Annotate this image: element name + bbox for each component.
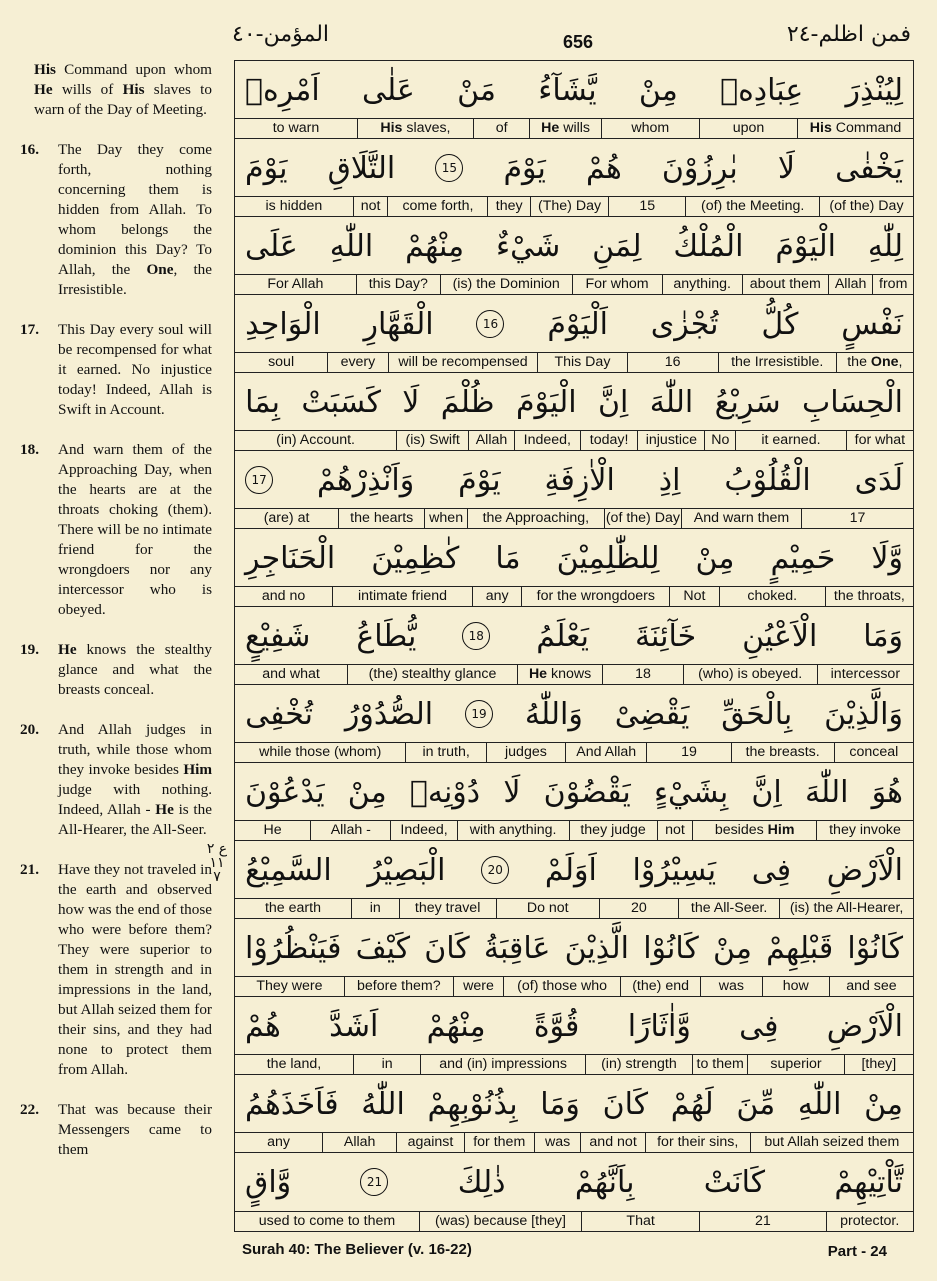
arabic-word: لِلّٰهِ (867, 228, 903, 264)
arabic-line (235, 919, 913, 977)
verse-row (235, 997, 913, 1075)
gloss-cell: (of) those who (503, 977, 620, 996)
gloss-line (235, 1132, 913, 1152)
verse-row (235, 607, 913, 685)
gloss-cell: He wills (529, 119, 600, 138)
arabic-word: الْمُلْكُ (673, 228, 744, 264)
verse-row (235, 919, 913, 997)
arabic-word: كَانَتْ (703, 1164, 766, 1200)
arabic-word: اللّٰهِ (797, 1086, 842, 1122)
gloss-cell: to warn (272, 120, 320, 136)
arabic-word: نَفْسٍ (841, 306, 903, 342)
gloss-cell: soul (268, 354, 295, 370)
arabic-word: تُجْزٰى (650, 306, 719, 342)
page-number: 656 (562, 32, 594, 52)
gloss-cell: (are) at (263, 510, 310, 526)
gloss-cell: in (353, 1055, 420, 1074)
arabic-word: كَانُوْا (847, 930, 903, 966)
arabic-word: قُوَّةً (533, 1008, 580, 1044)
gloss-cell: while those (whom) (259, 744, 382, 760)
gloss-cell: any (267, 1134, 290, 1150)
gloss-cell: in truth, (405, 743, 485, 762)
arabic-word: عَاقِبَةُ (483, 930, 551, 966)
gloss-cell: intercessor (817, 665, 913, 684)
arabic-word: شَيْءٌ (495, 228, 561, 264)
commentary-paragraph (20, 860, 212, 1080)
gloss-cell: (of) the Meeting. (685, 197, 819, 216)
commentary-text: His Command upon whom He wills of His slaves to warn of the Day of Meeting. (34, 61, 212, 118)
gloss-cell: from (872, 275, 913, 294)
gloss-cell: not (657, 821, 693, 840)
gloss-cell: For whom (572, 275, 662, 294)
arabic-word: مِنْ (347, 774, 387, 810)
gloss-line (235, 352, 913, 372)
gloss-cell: the throats, (825, 587, 913, 606)
gloss-cell: 15 (608, 197, 685, 216)
gloss-cell: His Command (797, 119, 913, 138)
arabic-word: يَوْمَ (245, 150, 288, 186)
arabic-word: اللّٰهُ (361, 1086, 405, 1122)
gloss-cell: anything. (662, 275, 742, 294)
gloss-cell: (the) stealthy glance (347, 665, 517, 684)
gloss-cell: for what (846, 431, 913, 450)
gloss-cell: superior (747, 1055, 843, 1074)
arabic-word: دُوْنِهٖ (409, 774, 481, 810)
verse-end-marker: 15 (435, 154, 463, 182)
arabic-word: يَّشَآءُ (538, 72, 597, 108)
arabic-word: مِنْهُمْ (405, 228, 465, 264)
gloss-cell: (in) Account. (276, 432, 355, 448)
ruku-mark: ع ٢ ١١ ٧ (206, 841, 228, 885)
arabic-word: كَسَبَتْ (301, 384, 381, 420)
arabic-word: خَآئِنَةَ (634, 618, 697, 654)
arabic-line (235, 529, 913, 587)
verse-number: 16. (20, 141, 39, 158)
gloss-cell: come forth, (387, 197, 487, 216)
gloss-cell: besides Him (692, 821, 816, 840)
gloss-cell: today! (580, 431, 637, 450)
arabic-line (235, 1153, 913, 1211)
arabic-word: ذٰلِكَ (457, 1164, 506, 1200)
arabic-word: لِمَنِ (592, 228, 642, 264)
arabic-word: الْاَرْضِ (826, 852, 903, 888)
gloss-cell: Allah - (310, 821, 390, 840)
footer-part-label: Part - 24 (827, 1243, 887, 1260)
gloss-cell: the breasts. (731, 743, 834, 762)
gloss-line (235, 664, 913, 684)
header-juz: فمن اظلم-٢٤ (786, 22, 911, 47)
arabic-line (235, 685, 913, 743)
gloss-cell: His slaves, (357, 119, 473, 138)
arabic-word: الْقُلُوْبُ (724, 462, 811, 498)
verse-number: 20. (20, 721, 39, 738)
verse-row (235, 373, 913, 451)
verse-number: 22. (20, 1101, 39, 1118)
arabic-word: تُخْفِى (245, 696, 313, 732)
verse-row (235, 295, 913, 373)
arabic-word: بِالْحَقِّ (721, 696, 793, 732)
gloss-cell: 19 (646, 743, 730, 762)
gloss-cell: (is) the Dominion (440, 275, 572, 294)
gloss-cell: they invoke (816, 821, 913, 840)
gloss-cell: (was) because [they] (419, 1212, 581, 1231)
arabic-line (235, 295, 913, 353)
gloss-cell: and (in) impressions (420, 1055, 585, 1074)
verse-end-marker: 18 (462, 622, 490, 650)
arabic-word: اِنَّ (751, 774, 782, 810)
arabic-word: وَّلَا (871, 540, 903, 576)
arabic-word: وَّاقٍ (245, 1164, 292, 1200)
gloss-cell: protector. (826, 1212, 913, 1231)
arabic-word: الَّذِيْنَ (564, 930, 629, 966)
commentary-text: And warn them of the Approaching Day, when the hearts are at the throats choking (them). There will be no intimate friend for the wrongdoers nor any intercessor who is obeyed. (58, 441, 212, 618)
arabic-word: يَقْضُوْنَ (543, 774, 631, 810)
gloss-cell: (in) strength (585, 1055, 692, 1074)
verse-row (235, 763, 913, 841)
gloss-cell: how (762, 977, 829, 996)
gloss-cell: [they] (844, 1055, 913, 1074)
gloss-cell: any (472, 587, 522, 606)
arabic-line (235, 607, 913, 665)
arabic-line (235, 61, 913, 119)
arabic-line (235, 841, 913, 899)
arabic-line (235, 373, 913, 431)
gloss-cell: (of the) Day (604, 509, 681, 528)
verse-row (235, 61, 913, 139)
commentary-paragraph (20, 140, 212, 300)
verse-number: 17. (20, 321, 39, 338)
gloss-cell: whom (601, 119, 699, 138)
gloss-line (235, 898, 913, 918)
arabic-word: شَفِيْعٍ (245, 618, 311, 654)
commentary-paragraph (20, 60, 212, 120)
gloss-cell: but Allah seized them (750, 1133, 913, 1152)
arabic-word: فَاَخَذَهُمُ (245, 1086, 339, 1122)
arabic-word: وَّاٰثَارًا (627, 1008, 691, 1044)
arabic-word: الْاَرْضِ (826, 1008, 903, 1044)
gloss-cell: and not (580, 1133, 644, 1152)
commentary-text: This Day every soul will be recompensed for what it earned. No injustice today! Indeed, Allah is Swift in Account. (58, 321, 212, 418)
arabic-word: بِذُنُوْبِهِمْ (427, 1086, 518, 1122)
arabic-line (235, 451, 913, 509)
footer-surah-label: Surah 40: The Believer (v. 16-22) (242, 1241, 472, 1258)
gloss-cell: they (487, 197, 530, 216)
gloss-cell: (is) Swift (396, 431, 468, 450)
arabic-word: اللّٰهَ (804, 774, 849, 810)
gloss-cell: 21 (699, 1212, 825, 1231)
gloss-cell: will be recompensed (388, 353, 538, 372)
gloss-cell: not (353, 197, 388, 216)
gloss-cell: were (453, 977, 503, 996)
gloss-cell: the land, (266, 1056, 322, 1072)
commentary-text: That was because their Messengers came to them (58, 1101, 212, 1158)
gloss-cell: judges (486, 743, 565, 762)
gloss-cell: intimate friend (332, 587, 472, 606)
verse-end-marker: 19 (465, 700, 493, 728)
arabic-word: وَاَنْذِرْهُمْ (317, 462, 415, 498)
gloss-cell: He (263, 822, 282, 838)
verse-row (235, 451, 913, 529)
arabic-word: الْيَوْمَ (775, 228, 836, 264)
gloss-cell: (who) is obeyed. (683, 665, 817, 684)
arabic-word: بِاَنَّهُمْ (574, 1164, 635, 1200)
arabic-word: يَعْلَمُ (536, 618, 589, 654)
arabic-word: مِنْ (638, 72, 678, 108)
arabic-word: لِيُنْذِرَ (845, 72, 903, 108)
gloss-cell: (The) Day (530, 197, 608, 216)
gloss-line (235, 976, 913, 996)
arabic-word: لَدَى (854, 462, 903, 498)
verse-number: 18. (20, 441, 39, 458)
arabic-word: مِنْ (712, 930, 752, 966)
gloss-cell: against (396, 1133, 463, 1152)
arabic-word: مِّنَ (736, 1086, 776, 1122)
arabic-word: فَيَنْظُرُوْا (245, 930, 342, 966)
gloss-cell: the All-Seer. (678, 899, 779, 918)
arabic-word: لَا (402, 384, 420, 420)
arabic-word: يُّطَاعُ (356, 618, 417, 654)
verse-row (235, 1075, 913, 1153)
commentary-paragraph (20, 640, 212, 700)
gloss-line (235, 508, 913, 528)
verse-end-marker: 20 (481, 856, 509, 884)
gloss-cell: was (534, 1133, 581, 1152)
gloss-cell: He knows (517, 665, 602, 684)
gloss-cell: before them? (344, 977, 453, 996)
gloss-line (235, 118, 913, 138)
gloss-cell: for their sins, (645, 1133, 750, 1152)
arabic-word: يَسِيْرُوْا (632, 852, 717, 888)
commentary-paragraph (20, 1100, 212, 1160)
arabic-word: كٰظِمِيْنَ (371, 540, 460, 576)
gloss-cell: they judge (569, 821, 657, 840)
gloss-cell: Not (669, 587, 719, 606)
arabic-word: فِى (751, 852, 792, 888)
gloss-cell: for them (464, 1133, 534, 1152)
gloss-line (235, 196, 913, 216)
arabic-word: وَمَا (540, 1086, 580, 1122)
gloss-cell: of (473, 119, 530, 138)
gloss-cell: and what (262, 666, 320, 682)
gloss-cell: they travel (399, 899, 496, 918)
gloss-line (235, 430, 913, 450)
gloss-cell: Indeed, (514, 431, 580, 450)
gloss-cell: about them (742, 275, 828, 294)
verse-end-marker: 16 (476, 310, 504, 338)
verse-end-marker: 17 (245, 466, 273, 494)
commentary-paragraph (20, 440, 212, 620)
gloss-cell: conceal (834, 743, 913, 762)
gloss-cell: in (351, 899, 399, 918)
arabic-word: تَّاْتِيْهِمْ (834, 1164, 903, 1200)
arabic-word: مِنْ (695, 540, 735, 576)
gloss-cell: every (327, 353, 387, 372)
gloss-cell: upon (699, 119, 797, 138)
arabic-word: عِبَادِهٖ (720, 72, 804, 108)
arabic-word: مَا (495, 540, 521, 576)
arabic-word: ظُلْمَ (440, 384, 495, 420)
gloss-cell: this Day? (356, 275, 440, 294)
gloss-cell: the earth (264, 900, 321, 916)
arabic-word: اَلْيَوْمَ (547, 306, 608, 342)
gloss-line (235, 1054, 913, 1074)
gloss-cell: used to come to them (258, 1213, 396, 1229)
arabic-word: اَمْرِهٖ (245, 72, 320, 108)
arabic-word: الْاٰزِفَةِ (544, 462, 615, 498)
commentary-column (20, 60, 212, 1180)
arabic-word: بٰرِزُوْنَ (661, 150, 738, 186)
verse-row (235, 529, 913, 607)
gloss-cell: Do not (496, 899, 599, 918)
arabic-word: يَقْضِىْ (614, 696, 690, 732)
gloss-cell: This Day (537, 353, 626, 372)
arabic-word: كُلُّ (761, 306, 799, 342)
gloss-cell: the Irresistible. (718, 353, 836, 372)
verse-number: 19. (20, 641, 39, 658)
verse-row (235, 841, 913, 919)
arabic-word: سَرِيْعُ (714, 384, 781, 420)
arabic-word: لَا (503, 774, 521, 810)
gloss-cell: For Allah (267, 276, 324, 292)
arabic-word: الْوَاحِدِ (245, 306, 321, 342)
arabic-word: اِذِ (658, 462, 681, 498)
gloss-cell: 17 (801, 509, 913, 528)
arabic-word: الْقَهَّارِ (363, 306, 434, 342)
arabic-line (235, 763, 913, 821)
gloss-cell: to them (692, 1055, 748, 1074)
arabic-word: عَلٰى (361, 72, 415, 108)
arabic-word: السَّمِيْعُ (245, 852, 332, 888)
arabic-word: هُمْ (245, 1008, 281, 1044)
gloss-line (235, 586, 913, 606)
arabic-word: مِنْ (864, 1086, 903, 1122)
verse-row (235, 685, 913, 763)
arabic-word: مِنْهُمْ (426, 1008, 486, 1044)
arabic-word: هُمْ (585, 150, 622, 186)
gloss-line (235, 274, 913, 294)
translation-grid (234, 60, 914, 1232)
arabic-word: هُوَ (871, 774, 903, 810)
arabic-word: اللّٰهِ (329, 228, 374, 264)
gloss-cell: They were (256, 978, 323, 994)
arabic-word: يَوْمَ (458, 462, 501, 498)
commentary-paragraph (20, 320, 212, 420)
commentary-text: He knows the stealthy glance and what the breasts conceal. (58, 641, 212, 698)
arabic-word: اَشَدَّ (329, 1008, 379, 1044)
arabic-word: الصُّدُوْرُ (344, 696, 434, 732)
gloss-cell: and no (261, 588, 306, 604)
gloss-cell: the One, (836, 353, 913, 372)
arabic-line (235, 139, 913, 197)
arabic-word: اَوَلَمْ (544, 852, 597, 888)
header-surah: المؤمن-٤٠ (232, 22, 330, 47)
arabic-word: وَمَا (863, 618, 903, 654)
gloss-line (235, 742, 913, 762)
verse-end-marker: 21 (360, 1168, 388, 1196)
gloss-cell: Allah (828, 275, 873, 294)
verse-row (235, 1153, 913, 1231)
gloss-cell: (is) the All-Hearer, (779, 899, 913, 918)
gloss-cell: Allah (322, 1133, 396, 1152)
arabic-word: وَالَّذِيْنَ (824, 696, 903, 732)
gloss-cell: it earned. (735, 431, 846, 450)
arabic-word: قَبْلِهِمْ (766, 930, 834, 966)
arabic-word: يَوْمَ (503, 150, 546, 186)
gloss-line (235, 1211, 913, 1231)
arabic-word: مَنْ (457, 72, 496, 108)
gloss-cell: is hidden (265, 198, 323, 214)
gloss-cell: the Approaching, (467, 509, 604, 528)
arabic-word: الْحِسَابِ (802, 384, 903, 420)
arabic-word: بِشَيْءٍ (653, 774, 729, 810)
arabic-line (235, 997, 913, 1055)
gloss-cell: 16 (627, 353, 718, 372)
arabic-word: كَيْفَ (355, 930, 411, 966)
commentary-paragraph (20, 720, 212, 840)
gloss-cell: And warn them (681, 509, 801, 528)
arabic-word: لَهُمْ (670, 1086, 714, 1122)
arabic-word: فِى (739, 1008, 779, 1044)
gloss-cell: choked. (719, 587, 825, 606)
arabic-word: لِلظّٰلِمِيْنَ (556, 540, 660, 576)
gloss-cell: That (581, 1212, 699, 1231)
gloss-cell: No (704, 431, 735, 450)
gloss-cell: And Allah (565, 743, 646, 762)
commentary-text: The Day they come forth, nothing concerning them is hidden from Allah. To whom belongs the dominion this Day? To Allah, the One, the Irresistible. (58, 141, 212, 298)
gloss-cell: injustice (637, 431, 704, 450)
verse-number: 21. (20, 861, 39, 878)
arabic-word: الْيَوْمَ (515, 384, 577, 420)
gloss-cell: Allah (468, 431, 513, 450)
arabic-word: يَدْعُوْنَ (245, 774, 325, 810)
arabic-word: الْحَنَاجِرِ (245, 540, 336, 576)
arabic-word: حَمِيْمٍ (770, 540, 836, 576)
gloss-cell: (of the) Day (819, 197, 913, 216)
gloss-cell: Indeed, (390, 821, 456, 840)
gloss-cell: the hearts (338, 509, 424, 528)
gloss-cell: (the) end (620, 977, 700, 996)
gloss-cell: 20 (599, 899, 678, 918)
verse-row (235, 139, 913, 217)
gloss-cell: was (700, 977, 761, 996)
arabic-word: كَانُوْا (643, 930, 699, 966)
commentary-text: Have they not traveled in the earth and observed how was the end of those who were before them? They were superior to them in strength and in impressions in the land, but Allah seized them for their sins, and they had none to protect them from Allah. (58, 861, 212, 1078)
arabic-word: كَانَ (424, 930, 470, 966)
arabic-word: بِمَا (245, 384, 280, 420)
gloss-line (235, 820, 913, 840)
commentary-text: And Allah judges in truth, while those whom they invoke besides Him judge with nothing. Indeed, Allah - He is the All-Hearer, the All-Seer. (58, 721, 212, 838)
arabic-word: لَا (777, 150, 795, 186)
arabic-word: الْاَعْيُنِ (742, 618, 818, 654)
arabic-word: التَّلَاقِ (327, 150, 396, 186)
verse-row (235, 217, 913, 295)
gloss-cell: when (424, 509, 467, 528)
arabic-word: عَلَى (245, 228, 298, 264)
arabic-word: وَاللّٰهُ (524, 696, 583, 732)
gloss-cell: and see (829, 977, 913, 996)
arabic-line (235, 217, 913, 275)
arabic-word: يَخْفٰى (835, 150, 903, 186)
gloss-cell: 18 (602, 665, 682, 684)
arabic-word: كَانَ (602, 1086, 649, 1122)
arabic-word: اللّٰهَ (649, 384, 694, 420)
arabic-word: اِنَّ (597, 384, 629, 420)
gloss-cell: with anything. (457, 821, 569, 840)
gloss-cell: for the wrongdoers (521, 587, 669, 606)
arabic-line (235, 1075, 913, 1133)
arabic-word: الْبَصِيْرُ (367, 852, 446, 888)
